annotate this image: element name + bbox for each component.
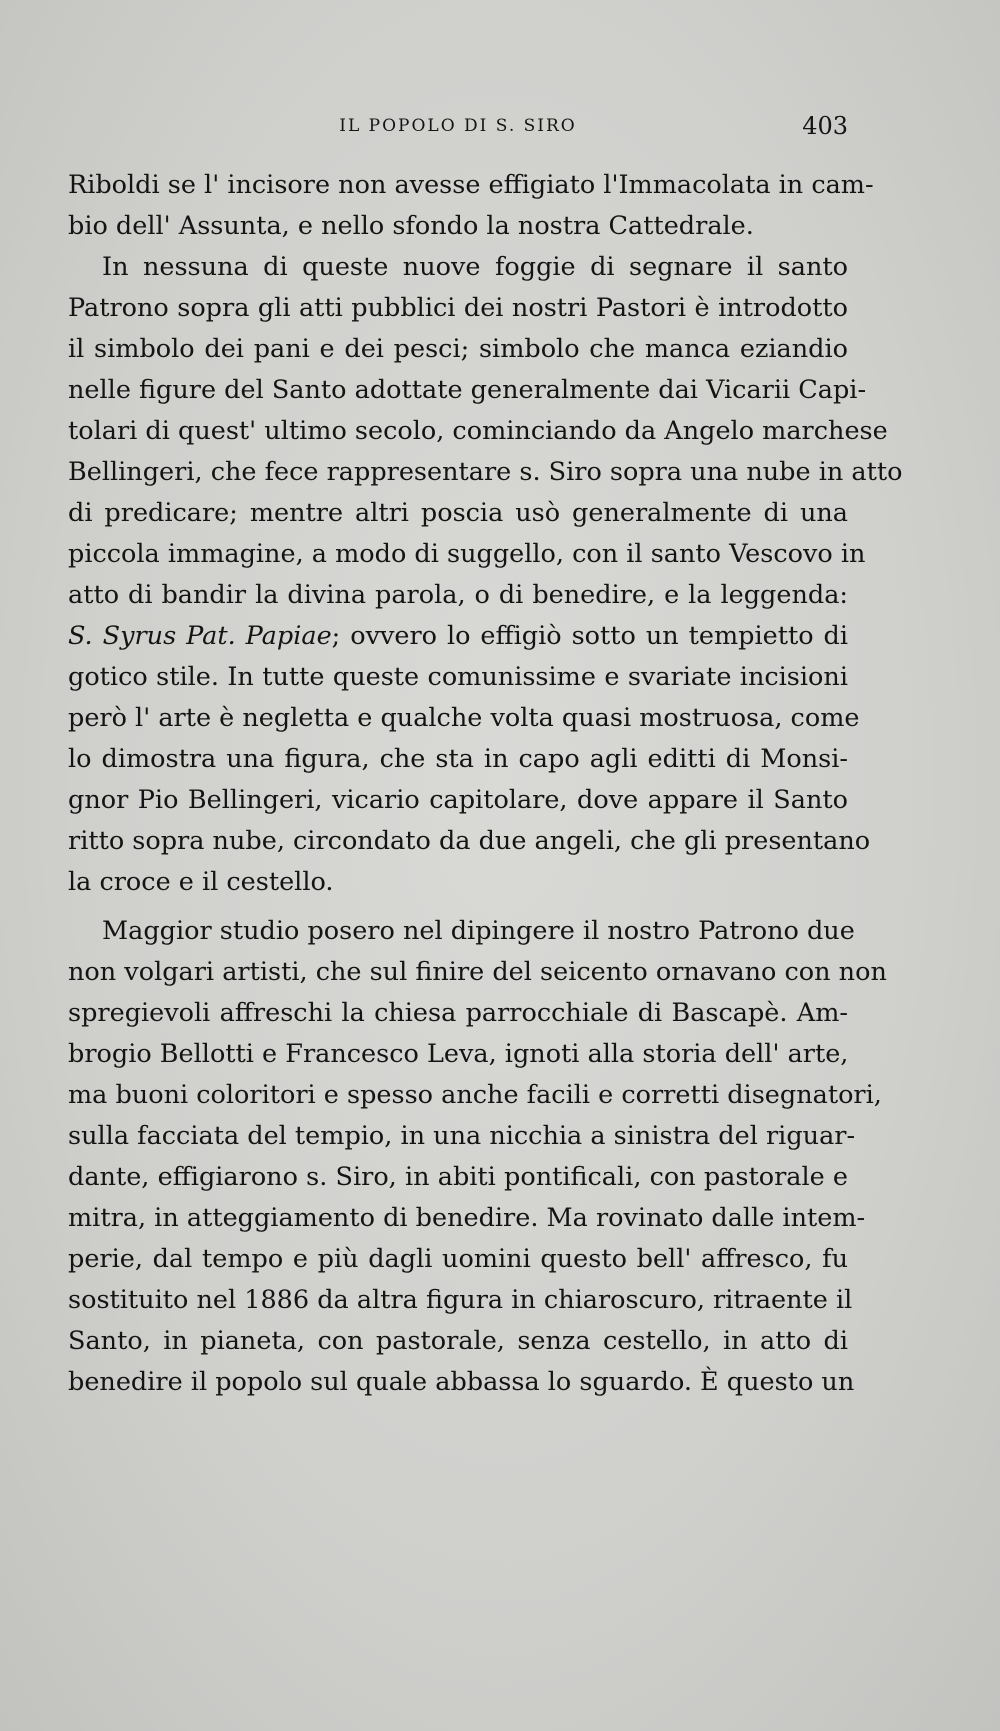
text-line: nelle figure del Santo adottate generalmente dai Vicarii Capi-	[68, 375, 867, 405]
text-line: sulla facciata del tempio, in una nicchia a sinistra del riguar-	[68, 1121, 856, 1151]
text-line: benedire il popolo sul quale abbassa lo sguardo. È questo un	[68, 1367, 855, 1397]
text-line: tolari di quest' ultimo secolo, cominciando da Angelo marchese	[68, 416, 888, 446]
page-header	[68, 112, 848, 148]
text-line: Bellingeri, che fece rappresentare s. Siro sopra una nube in atto	[68, 457, 903, 487]
text-line: brogio Bellotti e Francesco Leva, ignoti alla storia dell' arte,	[68, 1039, 849, 1069]
text-line: spregievoli affreschi la chiesa parrocchiale di Bascapè. Am-	[68, 998, 848, 1028]
text-line: il simbolo dei pani e dei pesci; simbolo che manca eziandio	[68, 334, 848, 364]
text-line: In nessuna di queste nuove foggie di segnare il santo	[102, 252, 848, 282]
text-line: gnor Pio Bellingeri, vicario capitolare, dove appare il Santo	[68, 785, 848, 815]
running-head: IL POPOLO DI S. SIRO	[339, 116, 577, 136]
italic-citation: S. Syrus Pat. Papiae	[68, 621, 332, 651]
body-text	[68, 165, 903, 1403]
text-line: atto di bandir la divina parola, o di benedire, e la leggenda:	[68, 580, 848, 610]
text-line: sostituito nel 1886 da altra figura in chiaroscuro, ritraente il	[68, 1285, 853, 1315]
text-line: perie, dal tempo e più dagli uomini questo bell' affresco, fu	[68, 1244, 848, 1274]
text-line: piccola immagine, a modo di suggello, con il santo Vescovo in	[68, 539, 866, 569]
text-line: bio dell' Assunta, e nello sfondo la nostra Cattedrale.	[68, 211, 754, 241]
text-fragment: ; ovvero lo effigiò sotto un tempietto di	[331, 621, 848, 651]
text-line: Maggior studio posero nel dipingere il nostro Patrono due	[102, 916, 855, 946]
text-line: di predicare; mentre altri poscia usò generalmente di una	[68, 498, 848, 528]
text-line: la croce e il cestello.	[68, 867, 334, 897]
text-line: Santo, in pianeta, con pastorale, senza cestello, in atto di	[68, 1326, 848, 1356]
text-line: Riboldi se l' incisore non avesse effigiato l'Immacolata in cam-	[68, 170, 874, 200]
text-line: dante, effigiarono s. Siro, in abiti pontificali, con pastorale e	[68, 1162, 848, 1192]
text-line: gotico stile. In tutte queste comunissime e svariate incisioni	[68, 662, 848, 692]
page-number: 403	[802, 112, 848, 140]
text-line: mitra, in atteggiamento di benedire. Ma rovinato dalle intem-	[68, 1203, 866, 1233]
text-line: Patrono sopra gli atti pubblici dei nostri Pastori è introdotto	[68, 293, 848, 323]
text-line: ma buoni coloritori e spesso anche facili e corretti disegnatori,	[68, 1080, 882, 1110]
text-line	[68, 616, 848, 657]
text-line: non volgari artisti, che sul finire del seicento ornavano con non	[68, 957, 887, 987]
text-line: lo dimostra una figura, che sta in capo agli editti di Monsi-	[68, 744, 848, 774]
text-line: ritto sopra nube, circondato da due angeli, che gli presentano	[68, 826, 871, 856]
text-line: però l' arte è negletta e qualche volta quasi mostruosa, come	[68, 703, 860, 733]
